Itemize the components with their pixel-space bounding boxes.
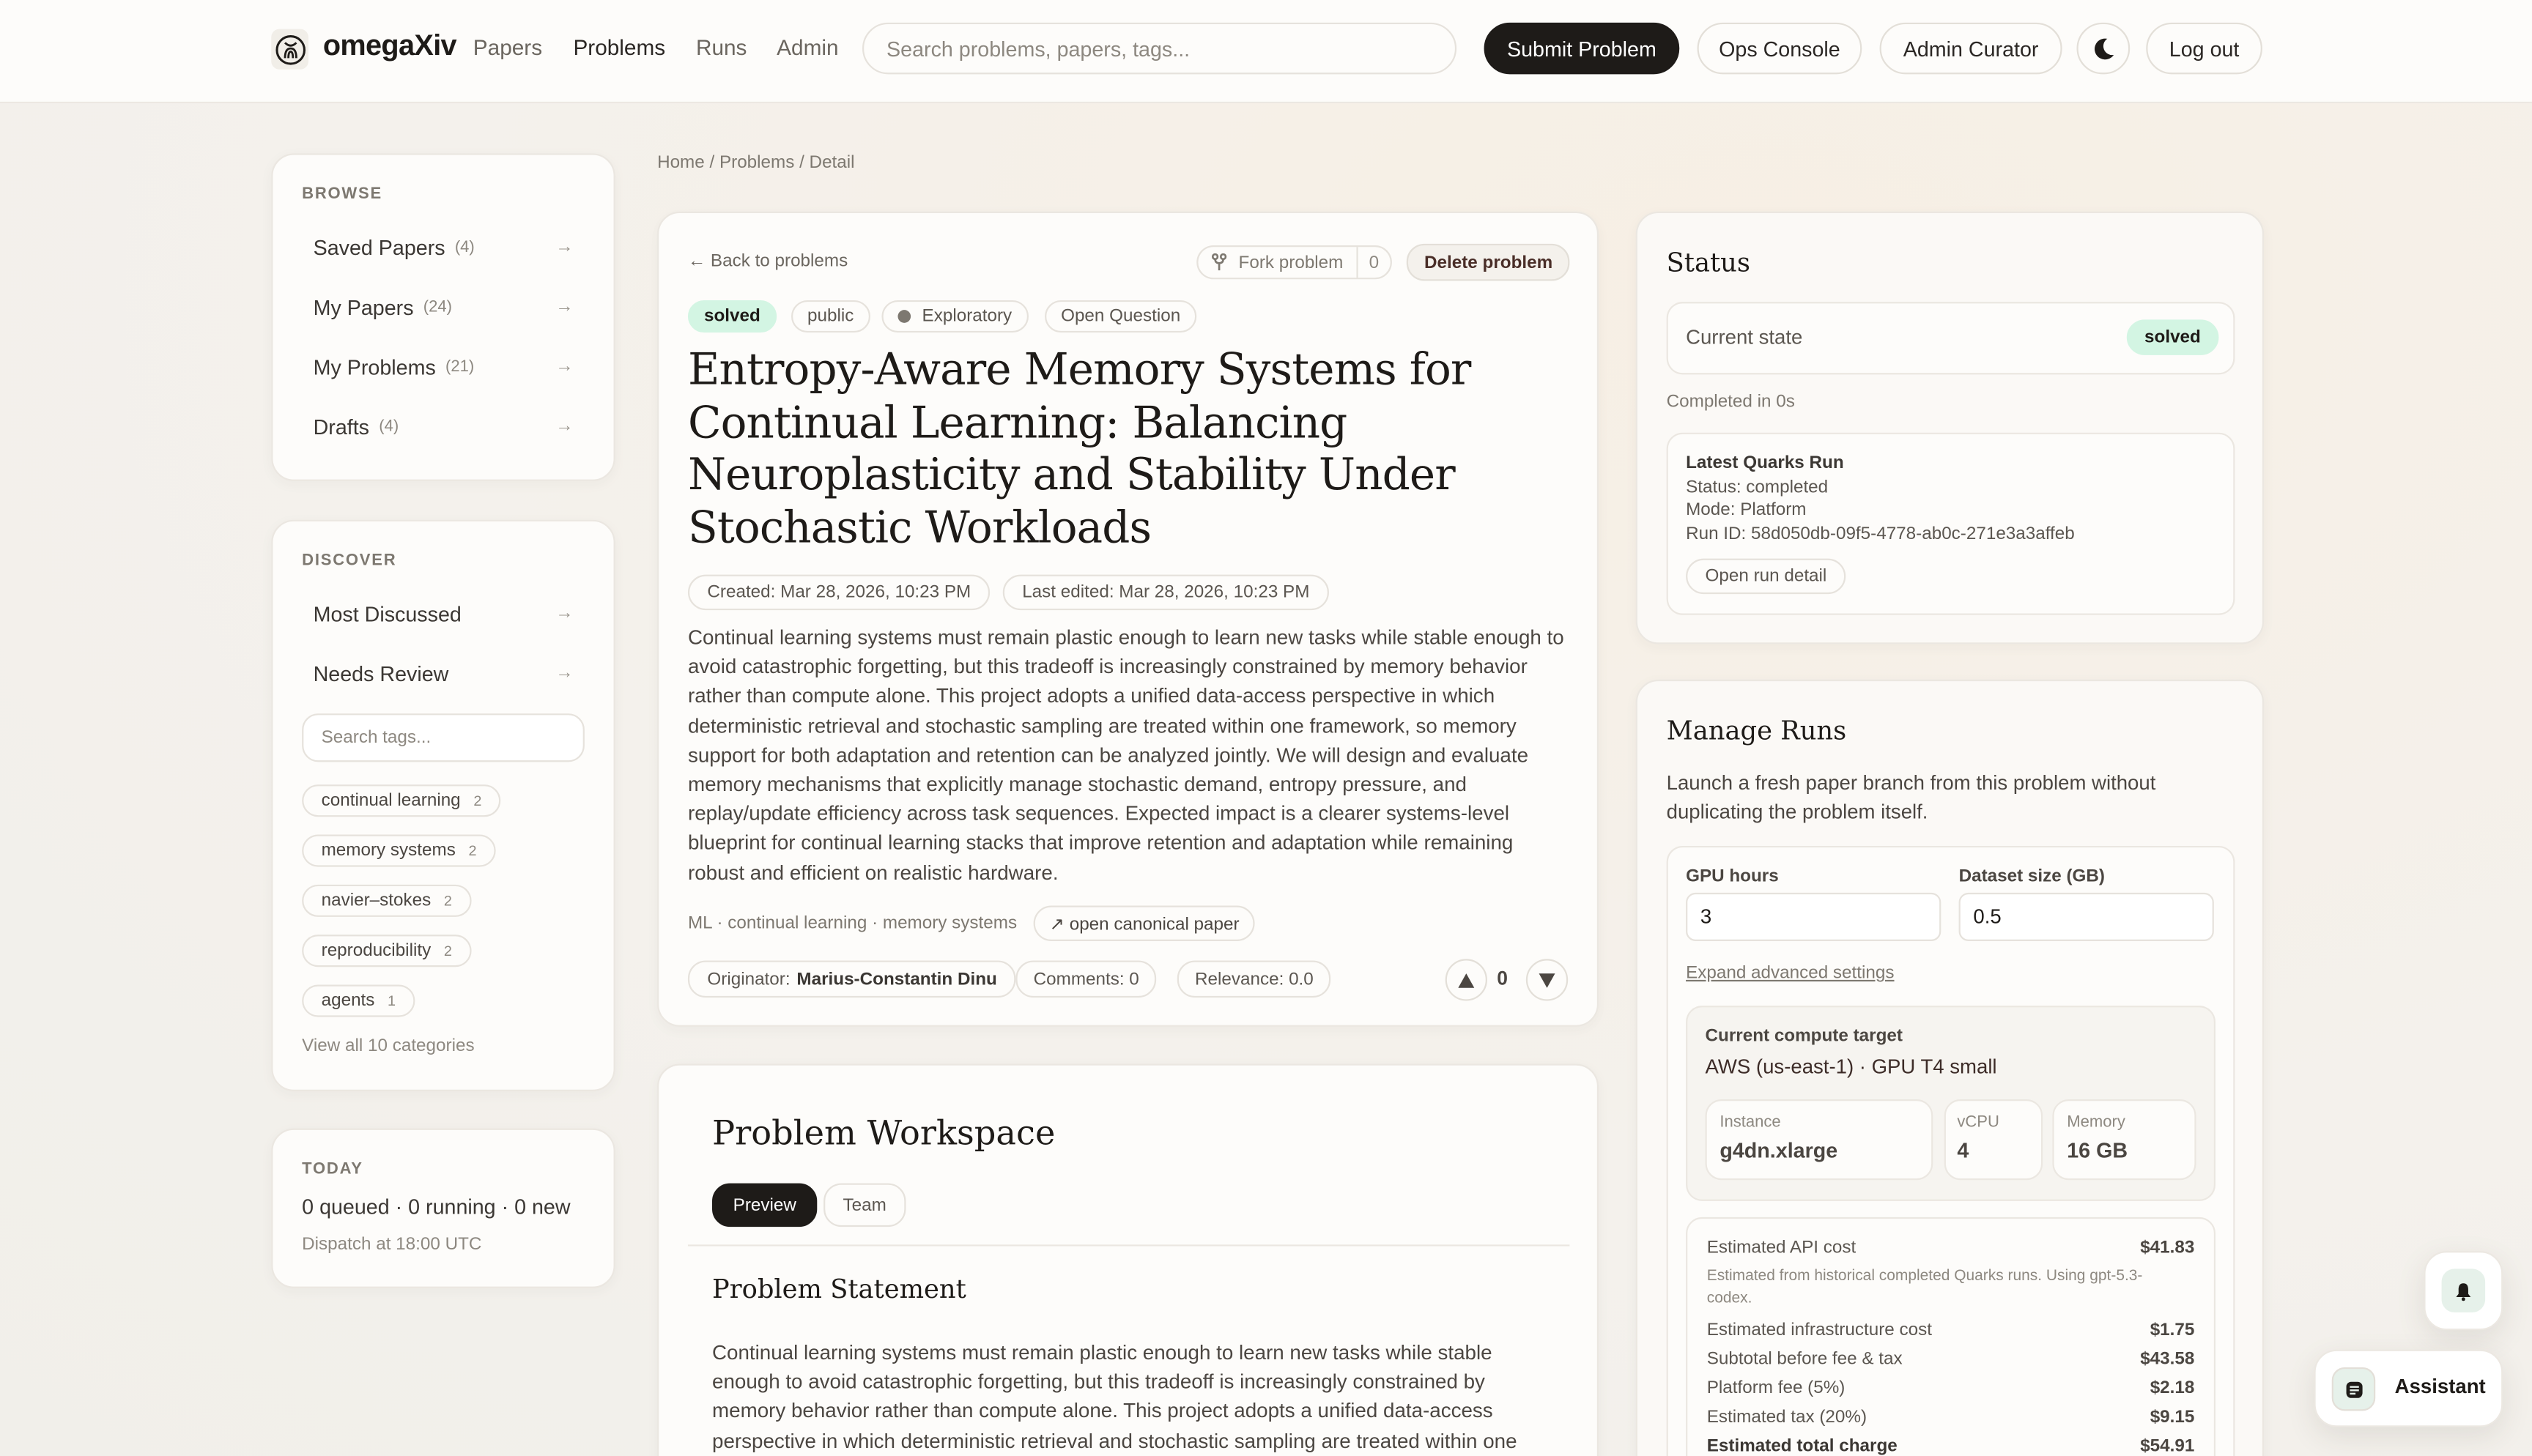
total-charge-value: $54.91	[2140, 1436, 2195, 1456]
compute-target-panel	[1686, 1006, 2216, 1201]
current-state-badge: solved	[2127, 319, 2218, 354]
api-cost-row	[1707, 1238, 2195, 1258]
tag-count: 2	[443, 943, 452, 959]
tag-label: continual learning	[321, 791, 461, 811]
today-heading: TODAY	[302, 1160, 363, 1178]
status-card	[1636, 212, 2264, 645]
arrow-right-icon: →	[555, 663, 574, 683]
tag-label: agents	[321, 991, 375, 1011]
problem-card	[657, 212, 1599, 1027]
assistant-icon	[2332, 1367, 2376, 1411]
problem-title: Entropy-Aware Memory Systems for Continual Learning: Balancing Neuroplasticity and Stability Under Stochastic Workloads	[687, 345, 1471, 553]
originator-label: Originator:	[707, 969, 791, 989]
originator-chip[interactable]	[688, 960, 1016, 998]
dataset-size-input[interactable]: 0.5	[1959, 893, 2214, 941]
category-badge: Open Question	[1045, 300, 1196, 333]
instance-label: Instance	[1720, 1113, 1781, 1132]
compute-target-value: AWS (us-east-1) · GPU T4 small	[1705, 1055, 1997, 1079]
dataset-size-label: Dataset size (GB)	[1958, 866, 2106, 887]
tag-count: 2	[473, 792, 482, 809]
arrow-right-icon: →	[555, 237, 574, 257]
vcpu-spec	[1944, 1099, 2043, 1180]
total-charge-row	[1707, 1437, 2195, 1456]
arrow-right-icon: →	[555, 603, 574, 623]
theme-toggle-button[interactable]	[2076, 23, 2130, 75]
notifications-button[interactable]	[2424, 1251, 2503, 1330]
expand-advanced-settings-link[interactable]: Expand advanced settings	[1686, 963, 1895, 984]
sidebar-item-most-discussed[interactable]	[314, 598, 574, 630]
admin-curator-button[interactable]: Admin Curator	[1880, 23, 2062, 75]
discover-panel	[271, 520, 615, 1091]
memory-label: Memory	[2067, 1113, 2125, 1132]
arrow-right-icon: →	[555, 357, 574, 376]
memory-spec	[2052, 1099, 2196, 1180]
visibility-badge: public	[791, 300, 870, 333]
tag-agents[interactable]	[302, 985, 415, 1017]
item-count: (4)	[379, 417, 399, 436]
sidebar-item-label: Most Discussed	[313, 601, 462, 626]
originator-name: Marius-Constantin Dinu	[796, 969, 997, 989]
sidebar-item-label: Needs Review	[313, 661, 449, 686]
item-count: (21)	[445, 357, 475, 376]
subtotal-label: Subtotal before fee & tax	[1706, 1349, 1903, 1370]
sidebar-item-label: My Papers	[313, 294, 414, 319]
tag-label: reproducibility	[321, 940, 432, 961]
platform-fee-row	[1707, 1378, 2195, 1397]
status-badge: solved	[688, 300, 777, 333]
open-canonical-paper-link[interactable]: ↗ open canonical paper	[1034, 906, 1256, 941]
status-title: Status	[1666, 247, 1750, 278]
created-date: Created: Mar 28, 2026, 10:23 PM	[688, 575, 991, 610]
nav-papers[interactable]: Papers	[473, 35, 543, 60]
arrow-right-icon: →	[555, 297, 574, 317]
browse-panel	[271, 153, 615, 480]
queue-summary: 0 queued · 0 running · 0 new	[302, 1195, 571, 1219]
dispatch-time: Dispatch at 18:00 UTC	[302, 1235, 482, 1255]
sidebar-item-needs-review[interactable]	[314, 657, 574, 689]
latest-run-title: Latest Quarks Run	[1686, 453, 1844, 473]
tag-reproducibility[interactable]	[302, 935, 471, 967]
view-all-categories-link[interactable]: View all 10 categories	[302, 1036, 475, 1056]
today-panel	[271, 1129, 615, 1288]
last-edited-date: Last edited: Mar 28, 2026, 10:23 PM	[1003, 575, 1329, 610]
comments-count[interactable]: Comments: 0	[1015, 960, 1157, 998]
arrow-right-icon: →	[555, 416, 574, 437]
run-status: Status: completed	[1686, 478, 1829, 497]
relevance-score: Relevance: 0.0	[1177, 960, 1331, 998]
tag-continual-learning[interactable]	[302, 784, 501, 817]
nav-runs[interactable]: Runs	[695, 35, 747, 60]
compute-target-label: Current compute target	[1705, 1026, 1903, 1047]
discover-heading: DISCOVER	[302, 551, 397, 571]
memory-value: 16 GB	[2067, 1137, 2128, 1162]
tag-label: memory systems	[321, 841, 456, 861]
tab-divider	[688, 1244, 1569, 1246]
platform-fee-label: Platform fee (5%)	[1706, 1378, 1846, 1398]
fork-count: 0	[1356, 247, 1391, 278]
sidebar-item-label: My Problems	[313, 354, 436, 379]
submit-problem-button[interactable]: Submit Problem	[1484, 23, 1680, 75]
api-cost-note: Estimated from historical completed Quarks runs. Using gpt-5.3-codex.	[1706, 1267, 2143, 1308]
upvote-button[interactable]	[1445, 959, 1487, 1000]
downvote-button[interactable]	[1526, 959, 1568, 1000]
run-mode: Mode: Platform	[1686, 500, 1807, 520]
workspace-card	[657, 1064, 1599, 1456]
gpu-hours-label: GPU hours	[1686, 866, 1779, 887]
workspace-title: Problem Workspace	[712, 1113, 1056, 1153]
sidebar-item-my-papers[interactable]	[314, 291, 574, 323]
manage-runs-description: Launch a fresh paper branch from this problem without duplicating the problem itself.	[1666, 771, 2156, 824]
instance-spec	[1706, 1099, 1933, 1180]
sidebar-item-saved-papers[interactable]	[314, 231, 574, 263]
tag-memory-systems[interactable]	[302, 835, 496, 867]
breadcrumb[interactable]: Home / Problems / Detail	[657, 153, 855, 173]
api-cost-label: Estimated API cost	[1706, 1238, 1857, 1258]
item-count: (24)	[423, 297, 453, 316]
gpu-hours-input[interactable]: 3	[1686, 893, 1941, 941]
vcpu-value: 4	[1957, 1137, 1969, 1162]
tax-label: Estimated tax (20%)	[1706, 1407, 1867, 1427]
tag-navier-stokes[interactable]	[302, 885, 471, 917]
tag-search-input[interactable]: Search tags...	[302, 713, 585, 762]
open-run-detail-button[interactable]: Open run detail	[1686, 559, 1846, 594]
api-cost-value: $41.83	[2140, 1238, 2195, 1258]
tab-team[interactable]: Team	[823, 1184, 906, 1227]
logout-button[interactable]: Log out	[2146, 23, 2262, 75]
item-count: (4)	[454, 238, 475, 256]
run-id: Run ID: 58d050db-09f5-4778-ab0c-271e3a3affeb	[1686, 524, 2075, 544]
tag-count: 1	[388, 992, 396, 1009]
fork-icon	[1211, 253, 1227, 272]
problem-statement-text: Continual learning systems must remain plastic enough to learn new tasks while stable enough to avoid catastrophic forgetting, but this tradeoff is increasingly constrained by memory behavior rather than compute alone. This project adopts a unified data-access perspective in which deterministic retrieval and stochastic sampling are treated within one	[712, 1341, 1517, 1452]
assistant-button[interactable]	[2314, 1350, 2503, 1427]
current-state-row	[1667, 302, 2235, 374]
delete-problem-button[interactable]: Delete problem	[1407, 244, 1571, 281]
fork-label: Fork problem	[1238, 252, 1344, 272]
sidebar-item-my-problems[interactable]	[314, 350, 574, 382]
vote-count: 0	[1497, 967, 1508, 990]
total-charge-label: Estimated total charge	[1706, 1436, 1898, 1456]
instance-value: g4dn.xlarge	[1720, 1137, 1838, 1162]
nav-admin[interactable]: Admin	[777, 35, 839, 60]
tag-label: navier–stokes	[321, 891, 432, 911]
browse-heading: BROWSE	[302, 185, 382, 204]
type-label: Exploratory	[922, 306, 1013, 327]
subtotal-value: $43.58	[2140, 1349, 2195, 1370]
infra-cost-row	[1707, 1321, 2195, 1340]
problem-statement-heading: Problem Statement	[712, 1274, 966, 1304]
triangle-up-icon	[1458, 973, 1474, 987]
tax-row	[1707, 1408, 2195, 1427]
moon-icon	[2090, 35, 2116, 61]
sidebar-item-label: Drafts	[313, 414, 370, 439]
omegaxiv-logo-icon[interactable]	[271, 29, 308, 70]
sidebar-item-label: Saved Papers	[313, 234, 445, 259]
top-nav-bar	[0, 0, 2532, 103]
manage-runs-card	[1636, 680, 2264, 1456]
triangle-down-icon	[1539, 973, 1555, 987]
completion-time: Completed in 0s	[1666, 392, 1795, 412]
fork-problem-button[interactable]	[1196, 245, 1392, 279]
manage-runs-title: Manage Runs	[1666, 715, 1847, 746]
sidebar-item-drafts[interactable]	[314, 410, 574, 442]
vcpu-label: vCPU	[1957, 1113, 1999, 1132]
run-config-panel	[1667, 846, 2235, 1456]
subtotal-row	[1707, 1350, 2195, 1369]
back-to-problems-link[interactable]: ← Back to problems	[687, 251, 848, 272]
nav-problems[interactable]: Problems	[573, 35, 666, 60]
ops-console-button[interactable]: Ops Console	[1698, 23, 1862, 75]
brand-name[interactable]: omegaXiv	[322, 29, 456, 62]
bell-icon	[2442, 1269, 2486, 1312]
infra-cost-label: Estimated infrastructure cost	[1706, 1320, 1932, 1340]
tag-count: 2	[443, 892, 452, 909]
cost-breakdown-panel	[1686, 1217, 2216, 1456]
tax-value: $9.15	[2150, 1407, 2195, 1427]
topic-path: ML · continual learning · memory systems	[687, 913, 1018, 933]
platform-fee-value: $2.18	[2150, 1378, 2195, 1398]
assistant-label: Assistant	[2394, 1375, 2486, 1398]
current-state-label: Current state	[1686, 326, 1803, 349]
dot-icon	[897, 310, 911, 323]
tab-preview[interactable]: Preview	[712, 1184, 818, 1227]
latest-run-panel	[1667, 433, 2235, 615]
global-search-input[interactable]: Search problems, papers, tags...	[862, 23, 1456, 75]
problem-abstract: Continual learning systems must remain plastic enough to learn new tasks while stable enough to avoid catastrophic forgetting, but this tradeoff is increasingly constrained by memory behavior rather than compute alone. This project adopts a unified data-access perspective in which deterministic retrieval and stochastic sampling are treated within one framework, so memory support for both adaptation and retention can be analyzed jointly. We will design and evaluate memory mechanisms that explicitly manage stochastic demand, entropy pressure, and replay/update efficiency across task sequences. Expected impact is a clearer systems-level blueprint for continual learning stacks that improve retention and adaptation while remaining robust and efficient on realistic hardware.	[687, 626, 1564, 885]
tag-count: 2	[468, 842, 477, 859]
infra-cost-value: $1.75	[2150, 1320, 2195, 1340]
type-badge	[881, 300, 1028, 333]
